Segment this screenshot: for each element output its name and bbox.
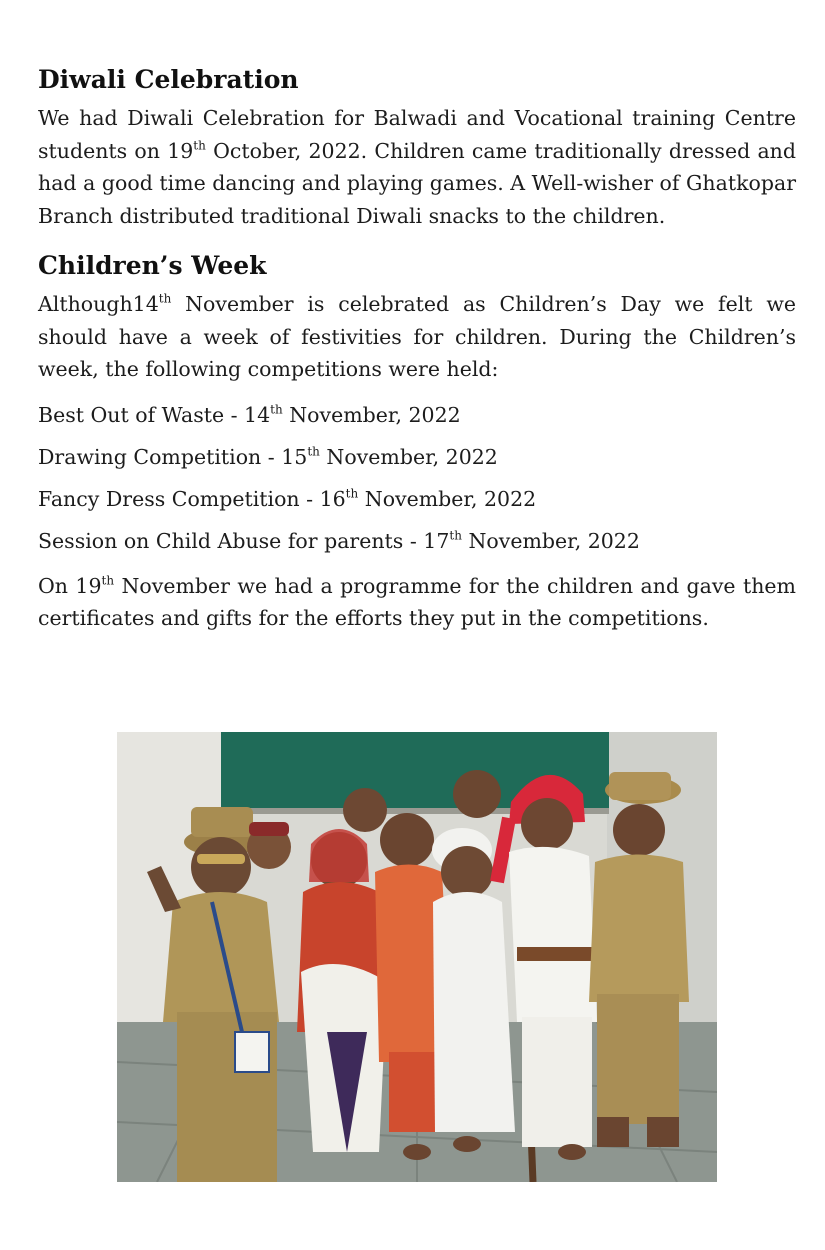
competition-item: Session on Child Abuse for parents - 17th November, 2022 [38, 528, 640, 553]
competition-item: Best Out of Waste - 14th November, 2022 [38, 402, 461, 427]
competition-list [38, 394, 796, 562]
competition-item: Drawing Competition - 15th November, 2022 [38, 444, 498, 469]
childrens-week-heading: Children’s Week [38, 251, 267, 280]
photo-illustration [117, 732, 717, 1182]
children-fancy-dress-photo [117, 732, 717, 1182]
diwali-paragraph: We had Diwali Celebration for Balwadi and Vocational training Centre students on 19th October, 2022. Children came traditionally dressed and had a good time dancing and playing games. A Well-wisher of Ghatkopar Branch distributed traditional Diwali snacks to the children. [38, 106, 796, 228]
diwali-heading: Diwali Celebration [38, 65, 299, 94]
closing-paragraph: On 19th November we had a programme for the children and gave them certificates and gifts for the efforts they put in the competitions. [38, 573, 796, 630]
childrens-week-paragraph: Although14th November is celebrated as Children’s Day we felt we should have a week of festivities for children. During the Children’s week, the following competitions were held: [38, 291, 796, 381]
document-page [38, 58, 796, 635]
competition-item: Fancy Dress Competition - 16th November, 2022 [38, 486, 537, 511]
